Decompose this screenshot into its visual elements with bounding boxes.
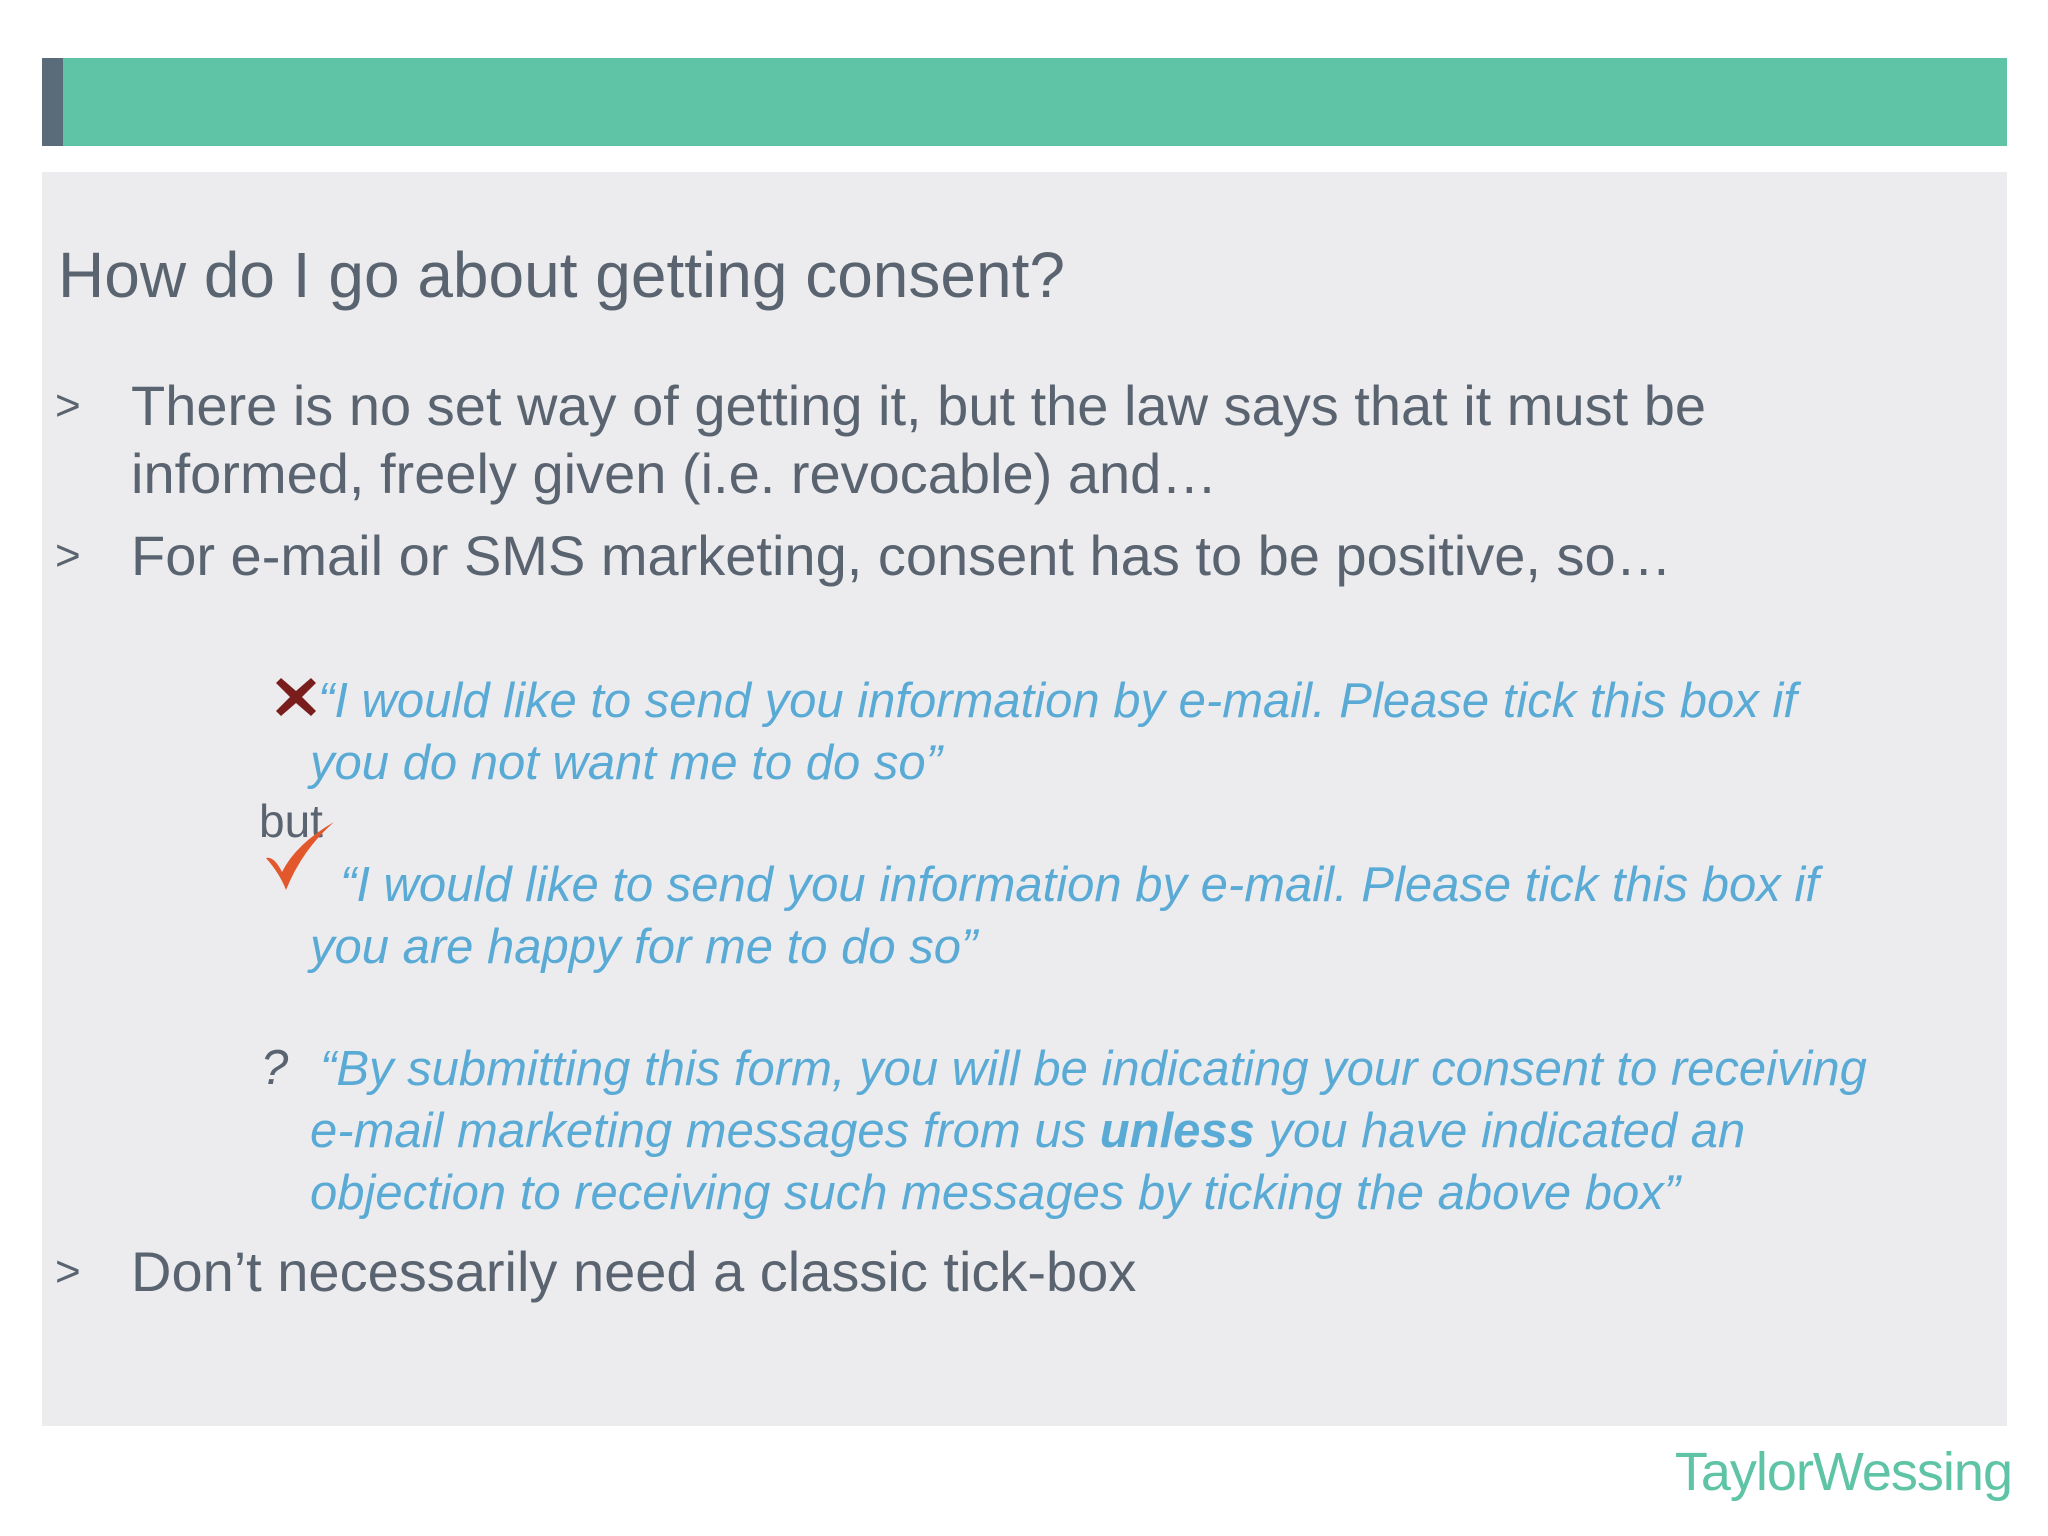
bullet-text — [131, 372, 1706, 508]
question-marker: ? — [261, 1041, 289, 1095]
negative-consent-quote — [310, 670, 1797, 794]
quote-line — [310, 1100, 1867, 1162]
header-bar-accent — [42, 58, 63, 146]
header-bar — [42, 58, 2007, 146]
slide-title: How do I go about getting consent? — [58, 239, 1065, 311]
bullet-marker: > — [55, 1247, 81, 1296]
emphasis-text: unless — [1099, 1104, 1255, 1158]
quote-line: “By submitting this form, you will be indicating your consent to receiving — [320, 1042, 1867, 1096]
bullet-marker: > — [55, 381, 81, 430]
brand-logo: TaylorWessing — [1674, 1442, 2012, 1502]
quote-text: e-mail marketing messages from us — [310, 1104, 1100, 1158]
bullet-text: For e-mail or SMS marketing, consent has to be positive, so… — [131, 524, 1672, 587]
quote-line: you do not want me to do so” — [310, 736, 942, 790]
quote-line: “I would like to send you information by e-mail. Please tick this box if — [318, 674, 1797, 728]
quote-line: objection to receiving such messages by ticking the above box” — [310, 1166, 1681, 1220]
quote-line: you are happy for me to do so” — [310, 920, 978, 974]
bullet-line: There is no set way of getting it, but the law says that it must be — [131, 374, 1706, 437]
quote-text: you have indicated an — [1254, 1104, 1746, 1158]
implied-consent-quote — [310, 1038, 1867, 1224]
positive-consent-quote — [310, 854, 1819, 978]
bullet-line: informed, freely given (i.e. revocable) and… — [131, 442, 1218, 505]
connector-text: but — [259, 795, 323, 847]
bullet-text: Don’t necessarily need a classic tick-box — [131, 1240, 1137, 1303]
quote-line: “I would like to send you information by e-mail. Please tick this box if — [340, 858, 1819, 912]
bullet-marker: > — [55, 531, 81, 580]
